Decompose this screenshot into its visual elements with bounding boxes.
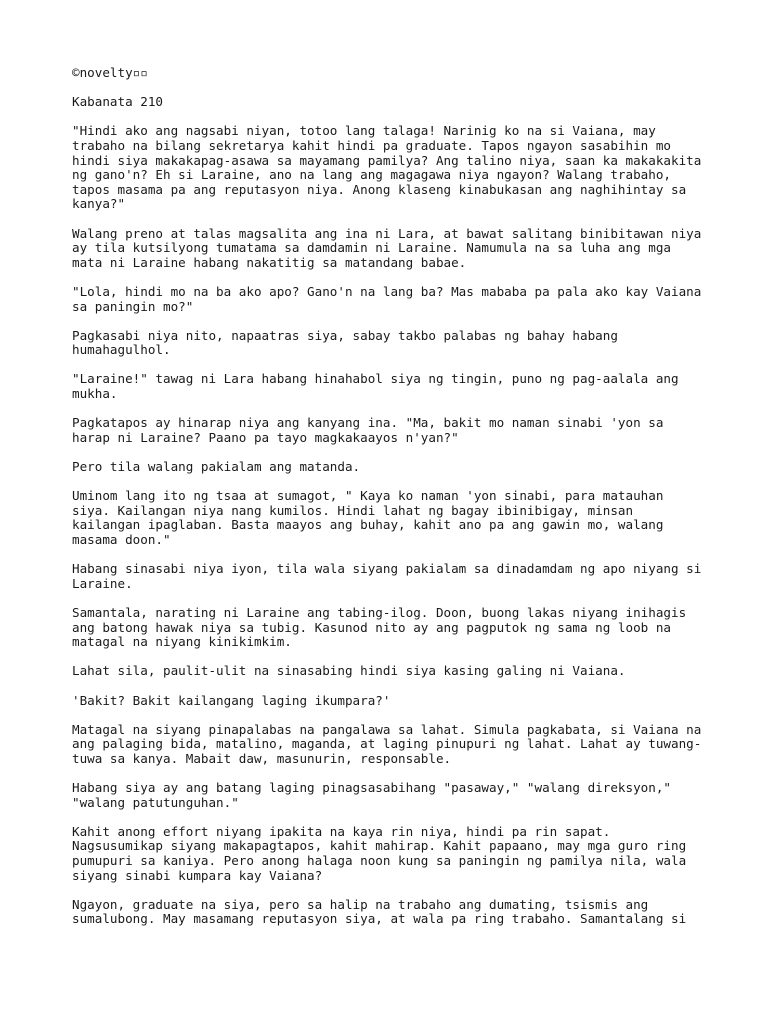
paragraph-1: "Hindi ako ang nagsabi niyan, totoo lang talaga! Narinig ko na si Vaiana, may trabaho na bilang sekretarya kahit hindi pa graduate. Tapos ngayon sasabihin mo hindi siya makakapag-asawa sa mayamang pamilya? Ang talino niya, saan ka makakakita ng gano'n? Eh si Laraine, ano na lang ang magagawa niya ngayon? Walang trabaho, tapos masama pa ang reputasyon niya. Anong klaseng kinabukasan ang naghihintay sa kanya?"	[72, 123, 702, 212]
copyright-header: ©novelty▫▫	[72, 65, 148, 80]
paragraph-2: Walang preno at talas magsalita ang ina ni Lara, at bawat salitang binibitawan niya ay tila kutsilyong tumatama sa damdamin ni Laraine. Namumula na sa luha ang mga mata ni Laraine habang nakatitig sa matandang babae.	[72, 225, 702, 270]
paragraph-7: Pero tila walang pakialam ang matanda.	[72, 459, 361, 475]
paragraph-8: Uminom lang ito ng tsaa at sumagot, " Kaya ko naman 'yon sinabi, para matauhan siya. Kailangan niya nang kumilos. Hindi lahat ng bagay ibinibigay, minsan kailangan ipaglaban. Basta maayos ang buhay, kahit ano pa ang gawin mo, walang masama doon."	[72, 488, 664, 547]
paragraph-15: Kahit anong effort niyang ipakita na kaya rin niya, hindi pa rin sapat. Nagsusumikap siyang makapagtapos, kahit mahirap. Kahit papaano, may mga guro ring pumupuri sa kaniya. Pero anong halaga noon kung sa paningin ng pamilya nila, wala siyang sinabi kumpara kay Vaiana?	[72, 823, 687, 883]
paragraph-14: Habang siya ay ang batang laging pinagsasabihang "pasaway," "walang direksyon," "walang patutunguhan."	[72, 780, 671, 810]
chapter-title: Kabanata 210	[72, 94, 163, 110]
paragraph-9: Habang sinasabi niya iyon, tila wala siyang pakialam sa dinadamdam ng apo niyang si Laraine.	[72, 561, 702, 591]
paragraph-4: Pagkasabi niya nito, napaatras siya, sabay takbo palabas ng bahay habang humahagulhol.	[72, 327, 618, 358]
paragraph-5: "Laraine!" tawag ni Lara habang hinahabol siya ng tingin, puno ng pag-aalala ang mukha.	[72, 371, 679, 402]
paragraph-13: Matagal na siyang pinapalabas na pangalawa sa lahat. Simula pagkabata, si Vaiana na ang palaging bida, matalino, maganda, at laging pinupuri ng lahat. Lahat ay tuwang- tuwa sa kanya. Mabait daw, masunurin, responsable.	[72, 721, 702, 766]
paragraph-10: Samantala, narating ni Laraine ang tabing-ilog. Doon, buong lakas niyang inihagis ang batong hawak niya sa tubig. Kasunod nito ay ang pagputok ng sama ng loob na matagal na niyang kinikimkim.	[72, 604, 687, 650]
paragraph-16: Ngayon, graduate na siya, pero sa halip na trabaho ang dumating, tsismis ang sumalubong. May masamang reputasyon siya, at wala pa ring trabaho. Samantalang si	[72, 896, 687, 927]
paragraph-11: Lahat sila, paulit-ulit na sinasabing hindi siya kasing galing ni Vaiana.	[72, 663, 626, 679]
paragraph-6: Pagkatapos ay hinarap niya ang kanyang ina. "Ma, bakit mo naman sinabi 'yon sa harap ni Laraine? Paano pa tayo magkakaayos n'yan?"	[72, 415, 664, 445]
document-page	[72, 66, 704, 927]
paragraph-3: "Lola, hindi mo na ba ako apo? Gano'n na lang ba? Mas mababa pa pala ako kay Vaiana sa paningin mo?"	[72, 283, 702, 314]
paragraph-12: 'Bakit? Bakit kailangang laging ikumpara?'	[72, 692, 391, 708]
